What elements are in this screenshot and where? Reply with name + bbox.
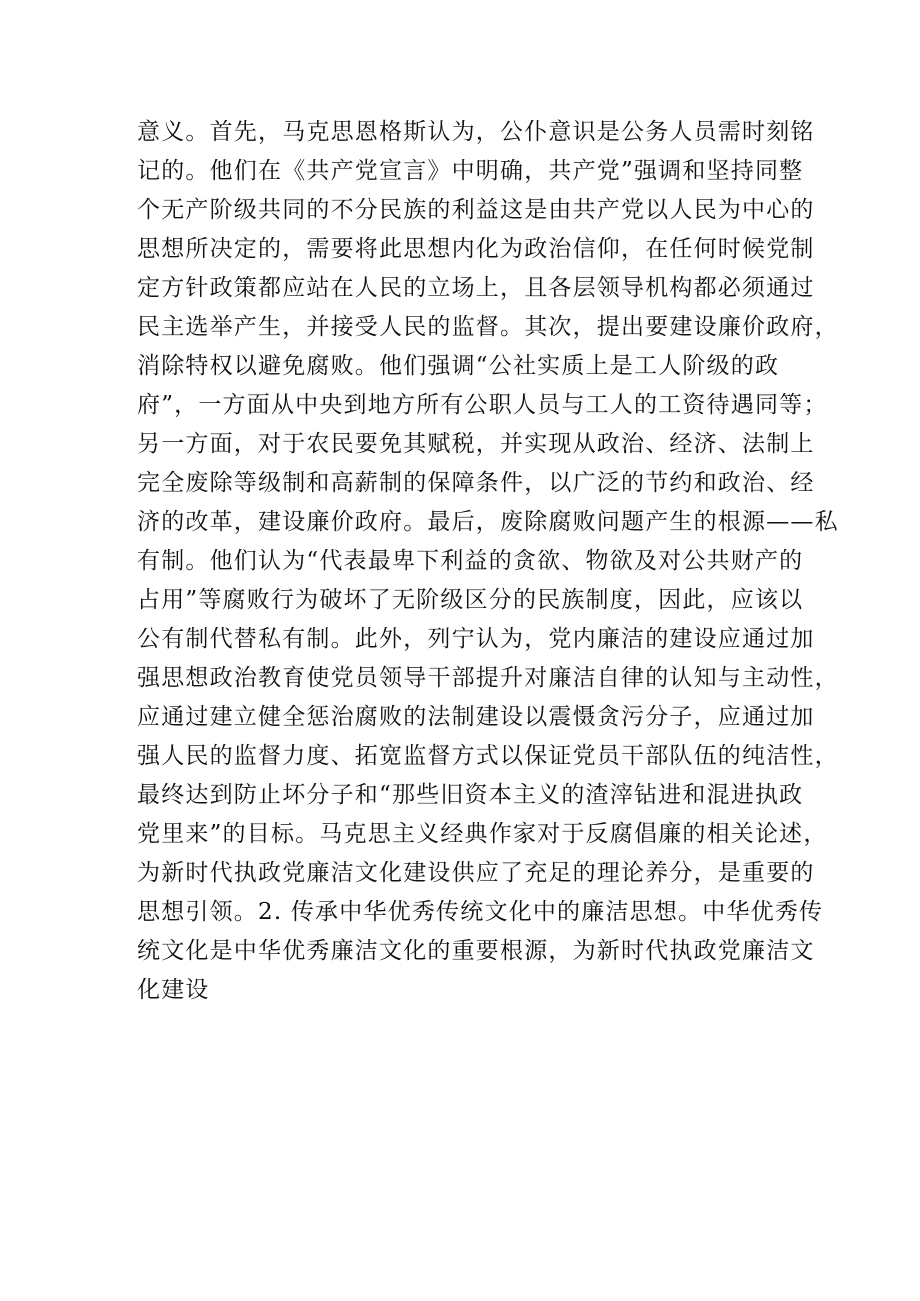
text-line: 府”，一方面从中央到地方所有公职人员与工人的工资待遇同等； [137,392,828,418]
text-line: 强人民的监督力度、拓宽监督方式以保证党员干部队伍的纯洁性， [137,743,839,769]
text-line: 强思想政治教育使党员领导干部提升对廉洁自律的认知与主动性， [137,665,839,691]
text-line: 记的。他们在《共产党宣言》中明确，共产党”强调和坚持同整 [137,158,804,184]
text-line: 民主选举产生，并接受人民的监督。其次，提出要建设廉价政府， [137,314,839,340]
text-line: 思想所决定的，需要将此思想内化为政治信仰，在任何时候党制 [137,236,815,262]
text-line: 定方针政策都应站在人民的立场上，且各层领导机构都必须通过 [137,275,815,301]
text-line: 占用”等腐败行为破坏了无阶级区分的民族制度，因此，应该以 [137,587,804,613]
body-paragraph [137,113,839,1010]
text-line: 完全废除等级制和高薪制的保障条件，以广泛的节约和政治、经 [137,470,815,496]
text-line: 济的改革，建设廉价政府。最后，废除腐败问题产生的根源——私 [137,509,839,535]
text-line: 有制。他们认为“代表最卑下利益的贪欲、物欲及对公共财产的 [137,548,804,574]
text-line: 思想引领。2. 传承中华优秀传统文化中的廉洁思想。中华优秀传 [137,899,824,925]
text-line: 应通过建立健全惩治腐败的法制建设以震慑贪污分子，应通过加 [137,704,815,730]
text-line: 为新时代执政党廉洁文化建设供应了充足的理论养分，是重要的 [137,860,815,886]
text-line: 最终达到防止坏分子和“那些旧资本主义的渣滓钻进和混进执政 [137,782,804,808]
text-line: 公有制代替私有制。此外，列宁认为，党内廉洁的建设应通过加 [137,626,815,652]
text-line: 党里来”的目标。马克思主义经典作家对于反腐倡廉的相关论述， [137,821,828,847]
text-line: 意义。首先，马克思恩格斯认为，公仆意识是公务人员需时刻铭 [137,119,815,145]
text-line: 消除特权以避免腐败。他们强调“公社实质上是工人阶级的政 [137,353,780,379]
text-line: 个无产阶级共同的不分民族的利益这是由共产党以人民为中心的 [137,197,815,223]
text-line: 统文化是中华优秀廉洁文化的重要根源，为新时代执政党廉洁文 [137,938,815,964]
text-line: 化建设 [137,977,210,1003]
text-line: 另一方面，对于农民要免其赋税，并实现从政治、经济、法制上 [137,431,815,457]
